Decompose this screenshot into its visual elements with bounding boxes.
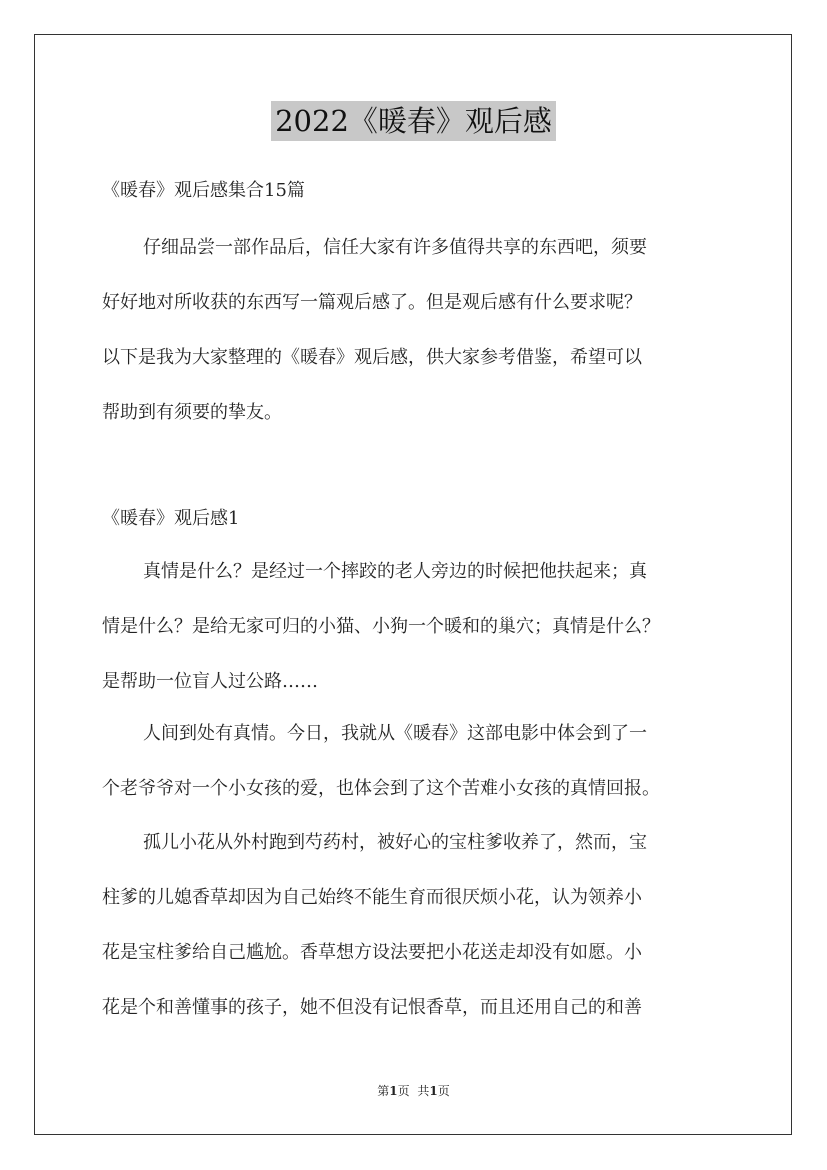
text-line: 以下是我为大家整理的《暖春》观后感，供大家参考借鉴，希望可以 [102, 347, 642, 368]
document-title: 2022《暖春》观后感 [271, 101, 556, 141]
footer-total-pages: 1 [429, 1084, 438, 1098]
text-line: 花是个和善懂事的孩子，她不但没有记恨香草，而且还用自己的和善 [102, 997, 642, 1018]
body-paragraph-1 [102, 544, 752, 709]
text-line: 仔细品尝一部作品后，信任大家有许多值得共享的东西吧，须要 [143, 237, 647, 258]
footer-total-unit: 页 [437, 1084, 450, 1098]
intro-paragraph [102, 220, 752, 440]
text-line: 好好地对所收获的东西写一篇观后感了。但是观后感有什么要求呢？ [102, 292, 642, 313]
title-container [0, 101, 827, 141]
text-line: 帮助到有须要的挚友。 [102, 402, 282, 423]
text-line: 人间到处有真情。今日，我就从《暖春》这部电影中体会到了一 [143, 723, 647, 744]
text-line: 是帮助一位盲人过公路…… [102, 671, 318, 692]
text-line: 柱爹的儿媳香草却因为自己始终不能生育而很厌烦小花，认为领养小 [102, 887, 642, 908]
text-line: 情是什么？是给无家可归的小猫、小狗一个暖和的巢穴；真情是什么？ [102, 616, 660, 637]
document-subtitle: 《暖春》观后感集合15篇 [102, 180, 305, 201]
footer-page-number: 1 [389, 1084, 398, 1098]
text-line: 孤儿小花从外村跑到芍药村，被好心的宝柱爹收养了，然而，宝 [143, 832, 647, 853]
section-heading: 《暖春》观后感1 [102, 508, 240, 529]
page-footer [0, 1082, 827, 1099]
text-line: 真情是什么？是经过一个摔跤的老人旁边的时候把他扶起来；真 [143, 561, 647, 582]
footer-page-unit: 页 [397, 1084, 410, 1098]
text-line: 个老爷爷对一个小女孩的爱，也体会到了这个苦难小女孩的真情回报。 [102, 778, 660, 799]
footer-total-prefix: 共 [417, 1084, 430, 1098]
footer-prefix: 第 [377, 1084, 390, 1098]
body-paragraph-3 [102, 815, 752, 1035]
body-paragraph-2 [102, 706, 752, 816]
text-line: 花是宝柱爹给自己尴尬。香草想方设法要把小花送走却没有如愿。小 [102, 942, 642, 963]
